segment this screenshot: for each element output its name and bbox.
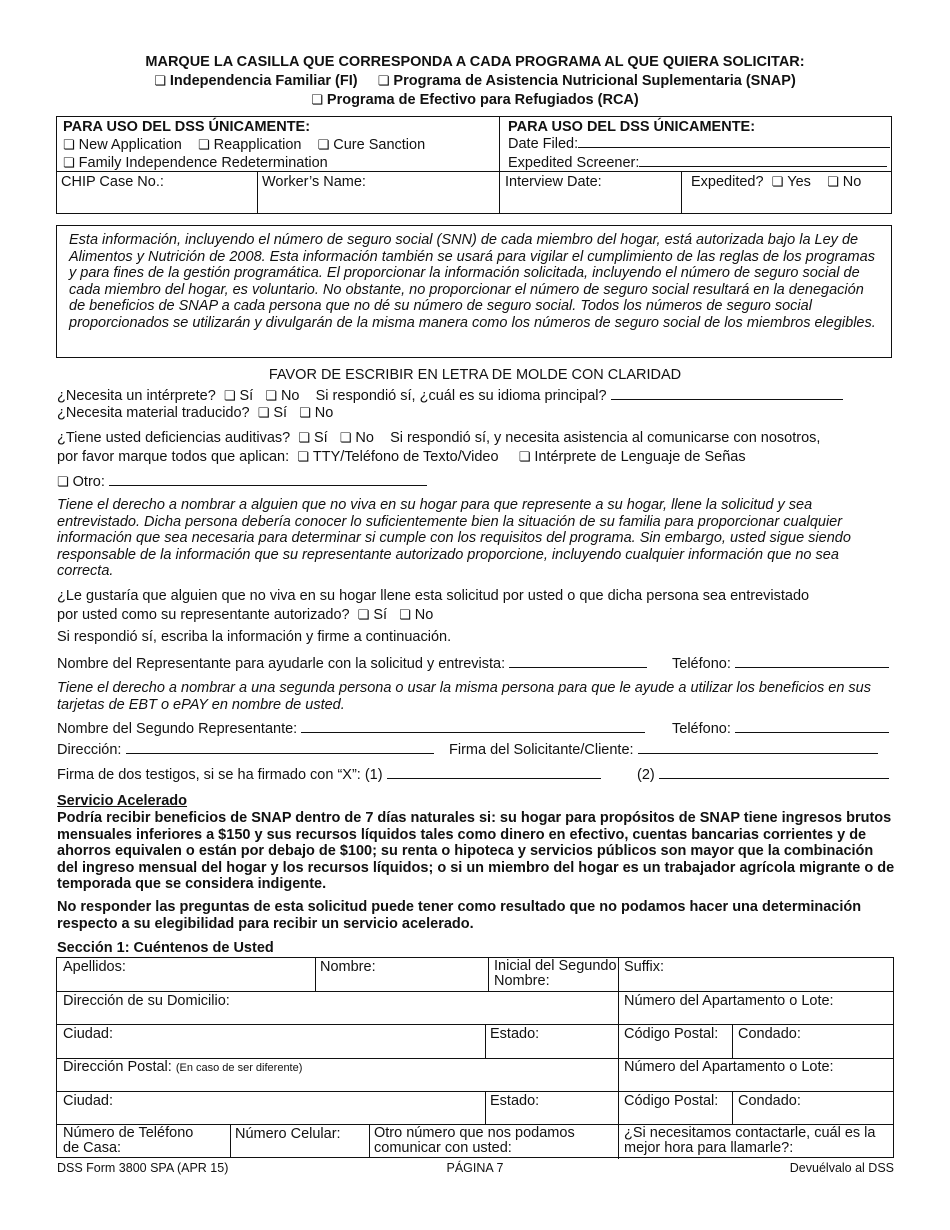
address-field: Dirección:	[57, 740, 434, 758]
interpreter-question: ¿Necesita un intérprete? ❏ Sí ❏ No Si respondió sí, ¿cuál es su idioma principal?	[57, 386, 843, 404]
representative-name-field: Nombre del Representante para ayudarle con la solicitud y entrevista:	[57, 654, 647, 672]
domicilio-field[interactable]: Dirección de su Domicilio:	[63, 993, 230, 1009]
nombre-field[interactable]: Nombre:	[320, 959, 376, 975]
translated-no-checkbox[interactable]: ❏ No	[299, 405, 333, 421]
translated-yes-checkbox[interactable]: ❏ Sí	[258, 405, 287, 421]
estado-field[interactable]: Estado:	[490, 1026, 540, 1042]
representative-yes-checkbox[interactable]: ❏ Sí	[358, 607, 387, 623]
condado-postal-field[interactable]: Condado:	[738, 1093, 801, 1109]
condado-field[interactable]: Condado:	[738, 1026, 801, 1042]
section1-form	[56, 957, 894, 1158]
codigo-postal-field[interactable]: Código Postal:	[624, 1026, 719, 1042]
program-rca-checkbox[interactable]: ❏ Programa de Efectivo para Refugiados (RCA)	[311, 92, 638, 108]
second-representative-field: Nombre del Segundo Representante:	[57, 719, 645, 737]
direccion-postal-field[interactable]: Dirección Postal: (En caso de ser diferente)	[63, 1059, 303, 1075]
reapplication-checkbox[interactable]: ❏ Reapplication	[198, 137, 302, 153]
ciudad-postal-field[interactable]: Ciudad:	[63, 1093, 113, 1109]
tty-checkbox[interactable]: ❏ TTY/Teléfono de Texto/Video	[297, 449, 498, 465]
program-checkbox-row	[0, 73, 950, 89]
footer-page-number: PÁGINA 7	[446, 1161, 504, 1175]
expedited-screener-label: Expedited Screener:	[508, 155, 640, 171]
expedited-service-title: Servicio Acelerado	[57, 793, 188, 809]
hearing-options: por favor marque todos que aplican: ❏ TTY/Teléfono de Texto/Video ❏ Intérprete de Lenguaje de Señas	[57, 449, 746, 465]
program-rca-row	[0, 92, 950, 108]
expedited-screener-field[interactable]	[508, 153, 887, 171]
expedited-service-warning: No responder las preguntas de esta solicitud puede tener como resultado que no podamos hacer una determinación respecto a su elegibilidad para recibir un servicio acelerado.	[57, 899, 862, 932]
applicant-signature-input[interactable]	[638, 740, 878, 754]
program-snap-checkbox[interactable]: ❏ Programa de Asistencia Nutricional Suplementaria (SNAP)	[378, 73, 796, 89]
representative-question-line2: por usted como su representante autorizado? ❏ Sí ❏ No	[57, 607, 433, 623]
other-field	[57, 472, 427, 490]
interpreter-yes-checkbox[interactable]: ❏ Sí	[224, 388, 253, 404]
apartamento-field[interactable]: Número del Apartamento o Lote:	[624, 993, 834, 1009]
direccion-postal-note: (En caso de ser diferente)	[175, 1062, 303, 1074]
estado-postal-field[interactable]: Estado:	[490, 1093, 540, 1109]
privacy-notice-box	[56, 225, 892, 358]
witness2-field: (2)	[637, 765, 889, 783]
fi-redetermination-checkbox[interactable]: ❏ Family Independence Redetermination	[63, 155, 328, 171]
representative-phone-field: Teléfono:	[672, 654, 889, 672]
expedited-field: Expedited? ❏ Yes ❏ No	[691, 174, 861, 190]
dss-use-box	[56, 116, 892, 214]
section1-title: Sección 1: Cuéntenos de Usted	[57, 940, 274, 956]
workers-name-field[interactable]: Worker’s Name:	[262, 174, 366, 190]
representative-no-checkbox[interactable]: ❏ No	[399, 607, 433, 623]
ciudad-field[interactable]: Ciudad:	[63, 1026, 113, 1042]
language-label: Si respondió sí, ¿cuál es su idioma principal?	[315, 388, 607, 404]
witness2-input[interactable]	[659, 765, 889, 779]
date-filed-label: Date Filed:	[508, 136, 579, 152]
dss-left-title: PARA USO DEL DSS ÚNICAMENTE:	[63, 119, 311, 135]
otro-numero-field[interactable]: Otro número que nos podamos comunicar con usted:	[374, 1125, 575, 1156]
interpreter-no-checkbox[interactable]: ❏ No	[265, 388, 299, 404]
second-representative-input[interactable]	[301, 719, 645, 733]
representative-name-input[interactable]	[509, 654, 647, 668]
inicial-field[interactable]: Inicial del Segundo Nombre:	[494, 958, 617, 989]
dss-application-types	[63, 137, 425, 153]
representative-phone-input[interactable]	[735, 654, 889, 668]
telefono-casa-field[interactable]: Número de Teléfono de Casa:	[63, 1125, 194, 1156]
mejor-hora-field[interactable]: ¿Si necesitamos contactarle, cuál es la mejor hora para llamarle?:	[624, 1125, 876, 1156]
second-representative-phone-input[interactable]	[735, 719, 889, 733]
second-representative-phone-field: Teléfono:	[672, 719, 889, 737]
applicant-signature-field: Firma del Solicitante/Cliente:	[449, 740, 878, 758]
witness1-field: Firma de dos testigos, si se ha firmado con “X”: (1)	[57, 765, 601, 783]
cure-sanction-checkbox[interactable]: ❏ Cure Sanction	[318, 137, 426, 153]
sign-language-checkbox[interactable]: ❏ Intérprete de Lenguaje de Señas	[519, 449, 746, 465]
chip-case-field[interactable]: CHIP Case No.:	[61, 174, 164, 190]
other-checkbox[interactable]: ❏ Otro:	[57, 474, 105, 490]
hearing-yes-checkbox[interactable]: ❏ Sí	[298, 430, 327, 446]
hearing-question: ¿Tiene usted deficiencias auditivas? ❏ Sí ❏ No Si respondió sí, y necesita asistencia al comunicarse con nosotros,	[57, 430, 820, 446]
witness1-input[interactable]	[387, 765, 601, 779]
footer-return: Devuélvalo al DSS	[789, 1161, 894, 1175]
representative-notice: Tiene el derecho a nombrar a alguien que no viva en su hogar para que represente a su hogar, llene la solicitud y sea entrevistado. Dicha persona debería conocer lo suficientemente bien la situación de su familia para proporcionar cualquier información que sea necesaria para determinar si cumple con los requisitos del programa. Sin embargo, usted sigue siendo responsable de la información que su representante autorizado proporcione, incluyendo cualquier información que no sea correcta.	[57, 497, 851, 579]
apellidos-field[interactable]: Apellidos:	[63, 959, 126, 975]
representative-question-line1: ¿Le gustaría que alguien que no viva en su hogar llene esta solicitud por usted o que dicha persona sea entrevistado	[57, 588, 810, 604]
apartamento-postal-field[interactable]: Número del Apartamento o Lote:	[624, 1059, 834, 1075]
program-fi-checkbox[interactable]: ❏ Independencia Familiar (FI)	[154, 73, 357, 89]
representative-if-yes: Si respondió sí, escriba la información y firme a continuación.	[57, 629, 452, 645]
second-representative-notice: Tiene el derecho a nombrar a una segunda persona o usar la misma persona para que le ayude a utilizar los beneficios en sus tarjetas de EBT o ePAY en nombre de usted.	[57, 680, 871, 713]
suffix-field[interactable]: Suffix:	[624, 959, 665, 975]
page-heading: MARQUE LA CASILLA QUE CORRESPONDA A CADA PROGRAMA AL QUE QUIERA SOLICITAR:	[145, 54, 805, 70]
expedited-service-body: Podría recibir beneficios de SNAP dentro de 7 días naturales si: su hogar para propósitos de SNAP tiene ingresos brutos mensuales inferiores a $150 y sus recursos líquidos tales como dinero en efectivo, cuentas bancarias corrientes y de ahorros equivalen o están por debajo de $100; su renta o hipoteca y servicios públicos son mayor que la combinación del ingreso mensual del hogar y los recursos líquidos; o si un miembro del hogar es un trabajador agrícola migrante o de temporada que se considera indigente.	[57, 810, 895, 892]
expedited-yes-checkbox[interactable]: ❏ Yes	[772, 174, 811, 190]
privacy-notice-text: Esta información, incluyendo el número de seguro social (SNN) de cada miembro del hogar, está autorizada bajo la Ley de Alimentos y Nutrición de 2008. Esta información también se usará para vigilar el cumplimiento de las reglas de los programas y para fines de la gestión programática. El proporcionar la información solicitada, incluyendo el número de seguro social de cada miembro del hogar, es voluntario. No obstante, no proporcionar el número de seguro social resultará en la denegación de beneficios de SNAP a cada persona que no dé su número de seguro social. Todos los números de seguro social proporcionados se utilizarán y divulgarán de la misma manera como los números de seguro social de los miembros elegibles.	[69, 232, 876, 331]
translated-question: ¿Necesita material traducido? ❏ Sí ❏ No	[57, 405, 333, 421]
hearing-no-checkbox[interactable]: ❏ No	[340, 430, 374, 446]
footer-form-number: DSS Form 3800 SPA (APR 15)	[57, 1161, 229, 1175]
date-filed-field[interactable]	[508, 134, 890, 152]
language-input[interactable]	[611, 386, 843, 400]
dss-right-title: PARA USO DEL DSS ÚNICAMENTE:	[508, 119, 756, 135]
interview-date-field[interactable]: Interview Date:	[505, 174, 602, 190]
address-input[interactable]	[126, 740, 434, 754]
expedited-no-checkbox[interactable]: ❏ No	[827, 174, 861, 190]
other-input[interactable]	[109, 472, 427, 486]
print-clearly-heading: FAVOR DE ESCRIBIR EN LETRA DE MOLDE CON CLARIDAD	[268, 367, 682, 383]
new-application-checkbox[interactable]: ❏ New Application	[63, 137, 182, 153]
celular-field[interactable]: Número Celular:	[235, 1126, 341, 1142]
codigo-postal-postal-field[interactable]: Código Postal:	[624, 1093, 719, 1109]
